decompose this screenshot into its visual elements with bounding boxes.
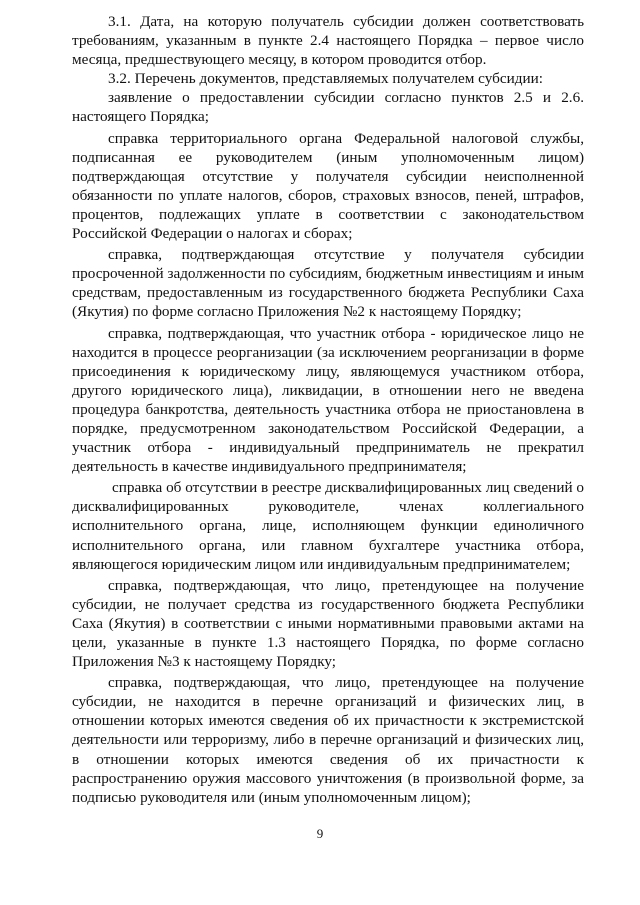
paragraph-3-2: 3.2. Перечень документов, представляемых получателем субсидии:	[108, 70, 543, 88]
list-item-tax-certificate: справка территориального органа Федеральной налоговой службы, подписанная ее руководителем (иным уполномоченным лицом) подтверждающая отсутствие у получателя субсидии неисполненной обязанности по уплате налогов, сборов, страховых взносов, пеней, штрафов, процентов, подлежащих уплате в соответствии с законодательством Российской Федерации о налогах и сборах;	[72, 129, 584, 243]
list-item-no-debt-certificate: справка, подтверждающая отсутствие у получателя субсидии просроченной задолженности по субсидиям, бюджетным инвестициям и иным средствам, предоставленным из государственного бюджета Республики Саха (Якутия) по форме согласно Приложения №2 к настоящему Порядку;	[72, 246, 584, 321]
list-item-disqualified-registry-certificate: справка об отсутствии в реестре дисквалифицированных лиц сведений о дисквалифицированных руководителе, членах коллегиального исполнительного органа, лице, исполняющем функции единоличного исполнительного органа, или главном бухгалтере участника отбора, являющегося юридическим лицом или индивидуальным предпринимателем;	[72, 479, 584, 573]
list-item-no-funds-certificate: справка, подтверждающая, что лицо, претендующее на получение субсидии, не получает средства из государственного бюджета Республики Саха (Якутия) в соответствии с иными нормативными правовыми актами на цели, указанные в пункте 1.3 настоящего Порядка, по форме согласно Приложения №3 к настоящему Порядку;	[72, 576, 584, 671]
paragraph-3-1: 3.1. Дата, на которую получатель субсидии должен соответствовать требованиям, указанным в пункте 2.4 настоящего Порядка – первое число месяца, предшествующего месяцу, в котором проводится отбор.	[72, 13, 584, 69]
page-number: 9	[316, 826, 324, 841]
document-body	[72, 12, 584, 807]
list-item-no-reorganization-certificate: справка, подтверждающая, что участник отбора - юридическое лицо не находится в процессе реорганизации (за исключением реорганизации в форме присоединения к юридическому лицу, являющемуся участником отбора, другого юридического лица), ликвидации, в отношении него не введена процедура банкротства, деятельность участника отбора не приостановлена в порядке, предусмотренном законодательством Российской Федерации, а участник отбора - индивидуальный предприниматель не прекратил деятельность в качестве индивидуального предпринимателя;	[72, 324, 584, 476]
list-item-application: заявление о предоставлении субсидии согласно пунктов 2.5 и 2.6. настоящего Порядка;	[72, 89, 584, 126]
list-item-extremism-certificate: справка, подтверждающая, что лицо, претендующее на получение субсидии, не находится в перечне организаций и физических лиц, в отношении которых имеются сведения об их причастности к экстремистской деятельности или терроризму, либо в перечне организаций и физических лиц, в отношении которых имеются сведения об их причастности к распространению оружия массового уничтожения (в произвольной форме, за подписью руководителя или (иным уполномоченным лицом);	[72, 674, 584, 806]
